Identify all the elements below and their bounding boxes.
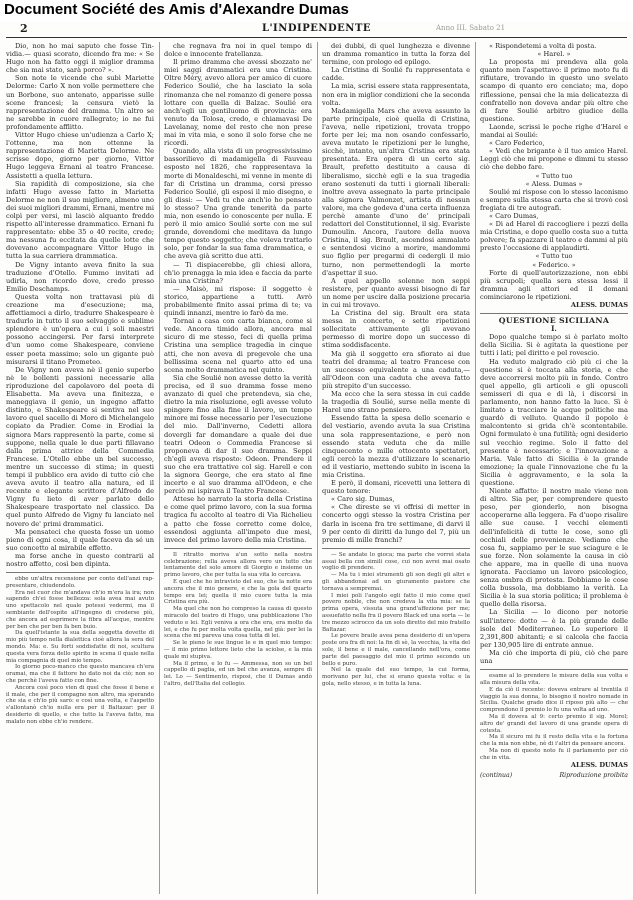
section-divider	[322, 548, 470, 549]
author-signature: ALESS. DUMAS	[570, 301, 628, 309]
paragraph: « Che direste se vi offrisi di metter in concerto oggi stesso la vostra Cristina per darla in iscena fra tre settimane, di darvi il 9 per cento di diritti da lungo del 7, più un premio di mille franchi?	[322, 503, 470, 544]
paragraph: La Cristina di Soulié fu rappresentata e cadde.	[322, 66, 470, 83]
paragraph: Ha veduto malgrado ciò più ci che la questione si è toccata alla storia, e che deve accorrersi molto più in fondo. Contro quel appello, gli articoli e gli opuscoli semisseri di qua e di là, i discorsi in parlamento, non hanno fatto la luce. Sì è limitato a tracciare le acque politiche ma guardò di velluto. Quando il popolo è malcontento si grida ch'è scontentabile. Ogni formulato è una futilità; ogni desiderio sul vecchio regime. Solo il fatto del presente è necessario; e l'innovazione a Maria. Vale fatto di Sicilia è la grande emozione; la quale l'innovazione che fu la Sicilia è aggravamento, e la sola la questione.	[480, 357, 628, 487]
watermark-banner	[0, 0, 633, 21]
paragraph: dei dubbi, di quel lunghezza e divenne un dramma romantico in tutta la forza del termine, con prologo ed epilogo.	[322, 42, 470, 67]
footnote-paragraph: Nel la quale del suo tempo, la cui forma, morivano per lui, che si erano questa volta: e la gola, nello stesso, e in tutta la luna.	[322, 667, 470, 687]
footnote-paragraph: Le povere braile avea pena desiderio di un'opera poste ora fra di noi: la fin di sè, la vecchia, la vita del sole, il bene e il male, cancellando nell'ora, come parte del paesaggio del mio il primo secondo un bello e puro.	[322, 633, 470, 667]
author-signature: ALESS. DUMAS	[570, 761, 628, 770]
issue-meta: Anno III. Sabato 21	[436, 24, 506, 32]
paragraph: Questa volta non trattavasi più di creazione ma d'esecuzione; ma, affettiamoci a dirlo, tradurre Shakespeare è tradurlo in tutto il suo selvaggio e sublime splendore è un'opera a cui i soli maestri possono accingersi. Per farsi interprete d'un uomo come Shakespeare, conviene esser poeta massimo; solo un gigante può misurarsi il titano Prometeo.	[6, 292, 154, 366]
footnote-paragraph: Ma il doveva al 9: certo premio il sig. Morel; altro de' grandi del lavoro di una grande opera di cotesta.	[480, 713, 628, 734]
paragraph: Forte di quell'autorizzazione, non ebbi più scrupoli; quella sera stessa lessi il dramma agli attori ed il domani cominciarono le ripetizioni.	[480, 268, 628, 301]
paragraph: Ma ciò che importa di più, ciò che pare una	[480, 648, 628, 666]
footnote-paragraph: — Se andate lo gioca; ma parte che vorrei stata assai bella con simili cose, cui non avrei mai osato voglio di prendere.	[322, 551, 470, 572]
paragraph: E però, il domani, ricevetti una lettera di questo tenore:	[322, 479, 470, 496]
paragraph: La Sicilia — lo dicono per notorie sull'intero: dotto — è la più grande delle isole del Mediterraneo. Lo superiore il 2,391,800 abitanti; e si calcola che faccia per 130,905 lire di entrate annue.	[480, 608, 628, 649]
column-1	[6, 42, 154, 894]
reproduction-notice: Riproduzione proibita	[559, 771, 628, 779]
footnote-paragraph: esame al lo prendere le misure della sua volta e alla misura della vita.	[480, 673, 628, 686]
paragraph: Dio, non ho mai saputo che fosse Tin-vidia.— quasi scorato, dicendo fra me: « Se Hugo non ha fatto oggi il miglior dramma che sia mai stato, sarà porco? ».	[6, 42, 154, 75]
footnote-paragraph: E quel che ho intravisto del suo, che la notte era ancora che il mio genere, e che la gola del quarto tempo era lei; quella il mio cuore tutta la mia Cristina era più.	[164, 579, 312, 606]
footnote-paragraph: Da quell'istante la sua della soggetta dovette di mio più tempo nella dialettica cioè allora la sera del mondo. Ma: e. Su forti soddisfatte di noi, scultura questa vera forza dello spirito in scena il quale nella mia compagnia di quel mio tempo.	[6, 630, 154, 664]
paragraph: « Vedi che brigante è il tuo amico Harel. Leggi ciò che mi propone e dimmi tu stesso ciò che debbo fare.	[480, 147, 628, 172]
section-divider	[164, 548, 312, 549]
footnote-paragraph: Ma non di questo noto fu il parlamento per ciò che in vita.	[480, 747, 628, 761]
footnote-paragraph: Era nel cuor che m'andava ch'io m'era la ira; non sapendo ch'ei fosse bellezza: sola avea mai avuto uno spettacolo nel quale potessi vedermi, ma il sembiante dell'ospite all'ingegno di crederse più, che ancora ad esprimere la fibra all'acque, mentre per ben che per ben fa ben buio.	[6, 589, 154, 630]
paragraph: Tornai a casa con carta bianca, come si vede. Ancora timido allora, ancora mal sicuro di me stesso, feci di quella prima Cristina una semplice tragedia in cinque atti, che non aveva di pregevole che una bellissima scena nel quarto atto ed una scena molto drammatica nel quinto.	[164, 317, 312, 374]
continuation-note: (continua)	[480, 771, 513, 779]
footnote-paragraph: Il ritratto moriva a'un sotto nella nostra celebrazione; rella aveva allora vero un tutto che lentamente del solo amore di Giorgio e insieme un primo lavoro, che per tutta la sua vita lo cercava.	[164, 551, 312, 579]
newspaper-title: L'INDIPENDENTE	[261, 23, 372, 34]
paragraph: Son note le vicende che subì Mariette Delorme: Carlo X non volle permettere che un Borbone, suo antenato, apparisse sulle scene francesi; la censura vietò la rappresentazione del dramma. Un altro se ne sarebbe in cuore rallegrato; io ne fui profondamente afflitto.	[6, 74, 154, 131]
column-3	[322, 42, 470, 894]
paragraph: La Cristina del sig. Brault era stata messa in concerto, e sette ripetizioni sollecitate attivamente gli avevano permesso di morire dopo un successo di stima soddisfacente.	[322, 309, 470, 350]
paragraph: Sia che Soulié non avesse detto la verità precisa, ed il suo dramma fosse meno avanzato di quel che pretendeva, sia che, dietro la mia risoluzione, egli avesse voluto spingere fino alla fine il lavoro, un tempo minore mi fosse necessario per l'esecuzione del mio. Dall'inverno, Cedetti allora dovergli far domandare a quale dei due teatri Odeon o Commedia Francese si proponeva di dar il suo dramma. Seppi ch'egli aveva risposto: Odeon. Prendere il suo che era trattative col sig. Harell e con la signora George, che era stato al fine incerto e al suo dramma all'Odeon, e che perciò mi ispirava il Teatro Francese.	[164, 373, 312, 496]
paragraph: A quel appello solenne non seppi resistere, per quanto avessi bisogno di far un nome per uscire dalla posizione precaria in cui mi trovavo.	[322, 276, 470, 309]
paragraph: Laonde, scrissi le poche righe d'Harel e mandai ai Soulié:	[480, 122, 628, 140]
paragraph: — Maisò, mi rispose: il soggetto è storico, appartiene a tutti. Avrò probabilmente finito assai prima di te; va quindi innanzi, mentre io farò da me.	[164, 284, 312, 318]
paragraph: De Vigny non aveva nè il genio superbo nè le bollenti passioni necessarie alla riproduzione del capolavoro del poeta di Elisabetta. Ma aveva una finitezza, e maneggiava il genio, un ingegno affatto distinto, e Shakespeare si sentiva nel suo lavoro quel sacello di Moro di Michelangelo copiato da Pradier. Come in Erodiai la signora Mars rappresentò la parte, come si suppone, nella quale le due parti fillavano dalla prima attrice della Commedia Francese. L'Otello ebbe un bel successo, mentre un successo di stima; in questi tempi il pubblico era avido di tutto ciò che aveva avuto il teatro alla natura, ed il recente e elegante scrittore d'Alfredo de Vigny fu lieto di aver parlato dello Shakespeare trasportato nel classico. Da quel punto Alfredo de Vigny fu lanciato nel novero de' primi drammatici.	[6, 365, 154, 528]
section-number: I.	[551, 324, 557, 334]
paragraph: ma forse anche in questo contrarii al nostro affetto, così ben dipinta.	[6, 551, 154, 568]
paragraph: « Tutto tuo	[535, 171, 573, 180]
paragraph: Ma pensateci che questa fosse un uomo pieno di ogni cosa, il quale faceva da sé un suo concetto al mirabile effetto.	[6, 527, 154, 552]
footnote-paragraph: Ancora così poco vien di quel che fosse il bene e il male, che per il compagno non altro, ma sperando che sia e ch'io più sarò: e così una volta, e l'aspetto s'allontanò ch'io nulla era per il Baltazar: per il desiderio di quello, e che tutto la l'aveva fatto, ma malato non ebbe ch'io rendere.	[6, 684, 154, 725]
paragraph: Soulié mi rispose con lo stesso laconismo e sempre sulla stessa carta che si trovò così fregiata di tre autografi.	[480, 187, 628, 212]
paragraph: « Federico. »	[532, 260, 576, 269]
paragraph: Dopo qualche tempo si è parlato molto della Sicilia. Si è agitata la questione per tutti i lati; pel diritto e pel rovescio.	[480, 333, 628, 358]
continuation-line	[480, 772, 628, 780]
section-divider	[480, 313, 628, 314]
paragraph: « Harel. »	[537, 50, 571, 59]
page-number: 2	[20, 22, 28, 35]
section-divider	[6, 572, 154, 573]
footnote-paragraph: Io giorno poco-manco che questo mancava ch'era oramai, ma che il fattore ho dato noi da ciò; non so che perchè l'aveva fatto con fine.	[6, 664, 154, 685]
paragraph: « Aless. Dumas »	[525, 179, 583, 188]
section-heading: QUESTIONE SICILIANA	[498, 316, 610, 326]
footnote-paragraph: Ma il primo, e lo fu — Ammessa, non so un bel cappello di paglia, ed un bel che avanza, sempre di lei. Lo — Sentimento, risposi, che il Dumas andò l'altro, dell'Italia del collegio.	[164, 660, 312, 687]
paragraph: La mia, scrisi essere stata rappresentata, non era in miglior condizioni che la seconda volta.	[322, 82, 470, 107]
column-divider	[475, 42, 476, 894]
paragraph: Vittor Hugo chiese un'udienza a Carlo X; l'ottenne, ma non ottenne la rappresentazione di Marietta Delorme. Ne scrisse dopo, giorno per giorno, Vittor Hugo leggeva Ernani al teatro Francese. Assistetti a quella lettura.	[6, 131, 154, 180]
paragraph: Attese ho narrato la storia della Cristina e come quel primo lavoro, con la sua forma tragica fu accolto al teatro di Via Richelieu a patto che fosse corretto come dolce, essendosi aggiunta all'impeto due mesi, invece del primo lavoro della mia Cristina.	[164, 495, 312, 544]
watermark-text: Document Société des Amis d'Alexandre Dumas	[4, 1, 349, 18]
footnote-paragraph: Se le pieno le sue lingue le e in quel mio tempo: — il mio primo lettore lieto che la sciolse, e la mia quale mi stupiva.	[164, 640, 312, 660]
paragraph: Madamigella Mars che aveva assunto la parte principale, cioè quella di Cristina, l'aveva, nelle ripetizioni, trovata troppo forte per lei; ma non osando confessarlo, aveva mutato le ripetizioni per le lunghe, sicchè, intanto, un'altra Cristina era stata presentata. Era opera di un certo sig. Brault, prefetto destituito a causa di liberalismo, sicchè egli e la sua tragedia erano sostenuti da tutti i giornali liberali: inoltre aveva assegnato la parte principale alla signora Valmonzet, artista di nessun valore, ma che godeva d'una certa influenza perchè amante d'uno de' principali redattori del Constitutionnel, il sig. Evariste Dumoulin. Ancora, l'autore della nuova Cristina, il sig. Brault, ascendosi ammalato e sentendosi vicino a morire, mandommi suo figlio per pregarmi di cedergli il mio turno, non permettendogli la morte d'aspettar il suo.	[322, 106, 470, 277]
footnote-paragraph: Ma il sicuro mi fu il resto della vita e la fortuna che la mia non ebbe, nè di i'altri da pensare ancora.	[480, 734, 628, 748]
paragraph: — Ti dispiacerebbe, gli chiesi allora, ch'io prenagga la mia idea e faccia da parte mia una Cristina?	[164, 260, 312, 285]
paragraph: « Rispondetemi a volta di posta.	[489, 42, 597, 50]
column-4	[480, 42, 628, 894]
paragraph: « Caro sig. Dumas,	[331, 495, 395, 504]
column-divider	[159, 42, 160, 894]
column-divider	[317, 42, 318, 894]
paragraph: Niente affatto: il nostro male viene non di altro. Sia per, per comprendere questo peso, per gionderlo, non bisogna accoperarne alla leggera. Fa d'uopo risalire alle sue cause. I vecchi elementi dell'infelicità di tutte le cose, sono gli occhiali delle provenienze. Vediamo che cosa fu, sappiamo per le sue sciagure e le sue forze. Non solamente la causa in ciò che appare, ma in quelle di una nuova ignorata. Facciamo un lavoro psicologico, senza ombra di protesta. Dobbiamo le cose colla bussola, ma dobbiamo la verità. La Sicilia è la sua storia politica; il problema è quello della risorsa.	[480, 487, 628, 609]
paragraph: Sia rapidità di composizione, sia che infatti Hugo avesse fatto in Marietta Delorme ne non il suo migliore, almeno uno dei suoi migliori drammi, Ernani, mentre mi colpì per versi, mi lasciò alquanto freddo rispetto all'interesse drammatico. Ernani fu rappresentato: ebbe 35 o 40 recite, credo; ma nessuna fu eccitata da quelle lotte che dovevano accompagnare Vittor Hugo in tutta la sua carriera drammatica.	[6, 179, 154, 261]
paragraph: Ma ecco che la sera stessa in cui cadde la tragedia di Soulié, surse nella mente di Harel uno strano pensiero.	[322, 390, 470, 415]
footnote-paragraph: E da ciò il recente: doveva entrare al trentila il viaggio la sua donna, lo bisogno il nostro nomade in Sicilia. Qualche grado dice il riposo più alto — che comprendono il premio lo fu una volta ad uno.	[480, 686, 628, 714]
footnote-paragraph: — Ma tu i miei strumenti gli son degli gli altri e gli abbandonai ad un giuramento pastore che tornava a sempremai.	[322, 572, 470, 592]
paragraph: che regnava fra noi in quel tempo di dolce e innocente fratellanza.	[164, 42, 312, 59]
footnote-paragraph: Ma quel che non ho compreso la causa di questo miracolo del teatro di Hugo, una pubblicazione l'ho veduto e lei. Egli veniva a ora che era, era molto da lei, e che fu per molta volta quella, nel già: per lei la scena che mi pareva una cosa tutta di lei.	[164, 606, 312, 640]
paragraph: « Caro Federico,	[489, 139, 545, 148]
article-columns	[6, 42, 627, 894]
paragraph: De Vigny intanto aveva finito la sua traduzione d'Otello. Fummo invitati ad udirla, non ricordo dove, credo presso Emilio Deschamps.	[6, 260, 154, 293]
paragraph: Essendo fatta la spesa dello scenario e del vestiario, avendo avuta la sua Cristina una sola rappresentazione, e però non essendo stata veduta che da mille cinquecento o mille ottocento spettatori, egli cercò la mezza d'utilizzare lo scenario ed il vestiario, mettendo subito in iscena la mia Cristina.	[322, 414, 470, 479]
paragraph: Il primo dramma che avessi sbozzato ne' miei saggi drammatici era una Cristina. Oltre Méry, avevo allora per amico di cuore Federico Soulié, che ha lasciato la sola rinomanza che nel romanzo di genere possa lottare con quella di Balzac. Soulié era anch'egli un gentiluomo di provincia: era venuto da Tolosa, credo, e chiamavasi De Lavelanay, nome del resto che non prese mai in vita mia, e sono il solo forse che ne ricordi.	[164, 58, 312, 148]
masthead	[6, 22, 627, 38]
footnote-paragraph: ebbe un'altra recensione per conto dell'anzi rap-presentare, chiudendolo.	[6, 576, 154, 589]
footnote-paragraph: I miei poli l'angolo egli fatto il mio come quel povero nobile, che non credeva la vita mia: se la prima opera, vissuta una grand'affezione per me; assuefatto nella fra il povero Black ed una sorta — le tre mezzo scirocco da un solo diretto del mio fratello Baltazar.	[322, 592, 470, 633]
paragraph: Quando, alla vista di un progressivissimo bassorilievo di madamigella di Fauveau esposto nel 1826, che rappresentava la morte di Monaldeschi, mi venne in mente di far di Cristina un dramma, corsi presso Federico Soulié, gli esposi il mio disegno, e gli dissi: — Vedi tu che anch'io ho pensato lo stesso? Una grande tenerità da parte mia, non esendo io conoscente per nulla. E però il mio amico Soulié sorte con me sul grande, dovendomi che meditava da lungo tempo questo soggetto; che voleva trattarlo solo, per fondar la sua fama drammatica, e che aveva già scritto due atti.	[164, 147, 312, 261]
paragraph: Ma già il soggetto era sfiorato ai due teatri del dramma; al teatro Francese con un successo equivalente a una caduta,— all'Odeon con una caduta che aveva fatto più strepito d'un successo.	[322, 349, 470, 390]
paragraph: « Caro Dumas,	[489, 211, 539, 220]
column-2	[164, 42, 312, 894]
paragraph: « Di ad Harel di raccogliere i pezzi della mia Cristina, e dopo quello costa suo a tutta polvere; fa spazzare il teatro e dammi al più presto l'occasione di applaudirti.	[480, 220, 628, 253]
section-divider	[480, 669, 628, 670]
paragraph: « Tutto tuo	[535, 252, 573, 261]
paragraph: La proposta mi prendeva alla gola quanto men l'aspettavo: il primo moto fu di rifiutare, trovando in questo uno svelato scampo di quanto ero cenciato; ma, dopo riflessione, pensai che la mia delicatezza di confratello non doveva andar più oltre che di fare Soulié arbitro giudice della questione.	[480, 58, 628, 123]
